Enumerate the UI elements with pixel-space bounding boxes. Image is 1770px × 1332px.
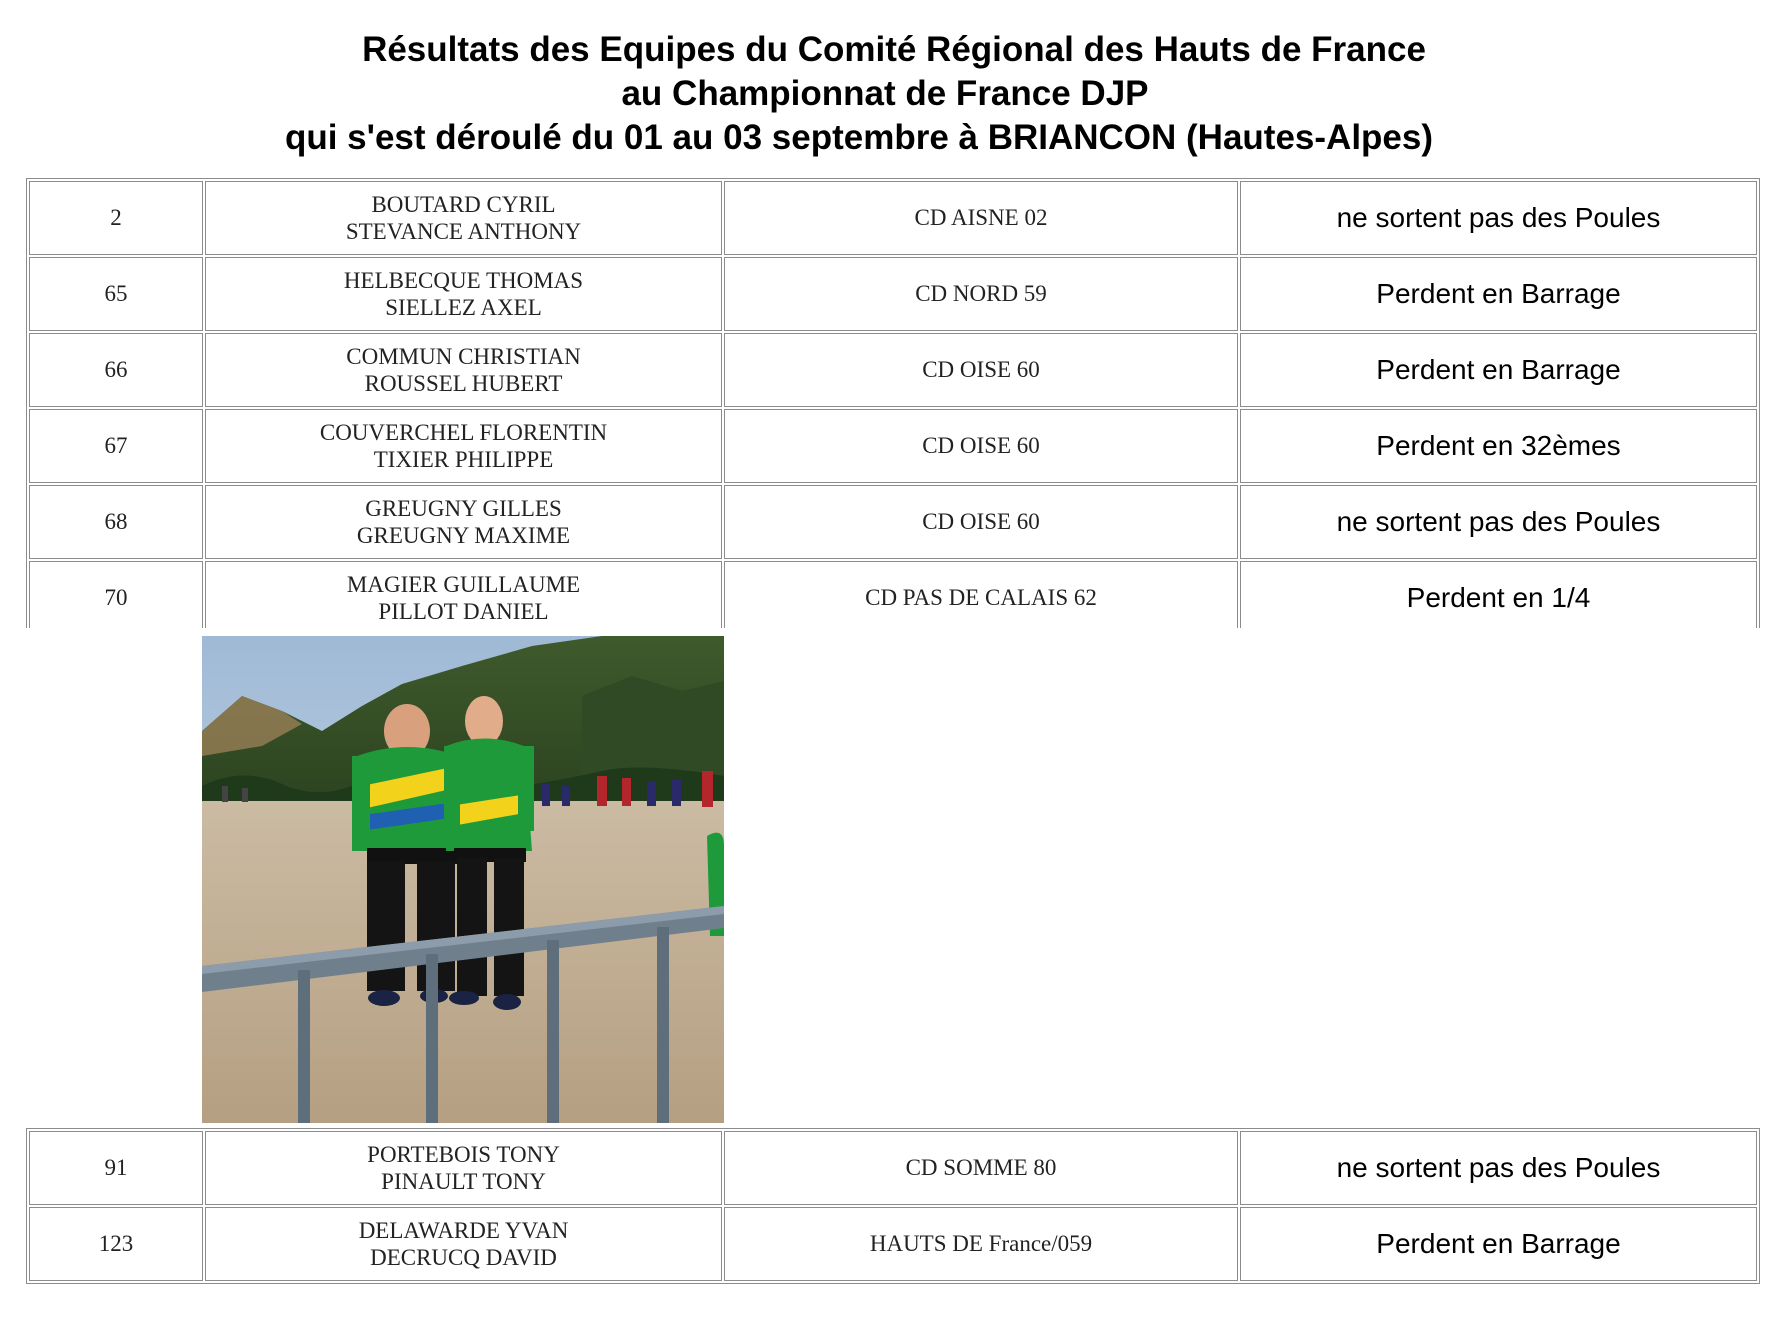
team-committee: CD OISE 60 <box>724 409 1238 483</box>
player-name: TIXIER PHILIPPE <box>373 447 554 472</box>
team-committee: HAUTS DE France/059 <box>724 1207 1238 1281</box>
team-number: 67 <box>29 409 203 483</box>
table-row <box>29 485 1757 559</box>
team-players <box>205 1131 722 1205</box>
team-players <box>205 561 722 635</box>
team-players <box>205 485 722 559</box>
player-name: SIELLEZ AXEL <box>385 295 542 320</box>
player-name: DECRUCQ DAVID <box>370 1245 557 1270</box>
team-result: Perdent en Barrage <box>1240 333 1757 407</box>
player-name: BOUTARD CYRIL <box>371 192 556 217</box>
team-players <box>205 409 722 483</box>
results-table-bottom <box>26 1128 1760 1284</box>
team-result: ne sortent pas des Poules <box>1240 181 1757 255</box>
team-players <box>205 1207 722 1281</box>
team-result: ne sortent pas des Poules <box>1240 1131 1757 1205</box>
team-committee: CD PAS DE CALAIS 62 <box>724 561 1238 635</box>
player-name: COUVERCHEL FLORENTIN <box>319 420 608 445</box>
table-row <box>29 1131 1757 1205</box>
player-name: PILLOT DANIEL <box>378 599 549 624</box>
title-line-2: au Championnat de France DJP <box>621 74 1149 113</box>
player-name: GREUGNY MAXIME <box>356 523 571 548</box>
table-row <box>29 409 1757 483</box>
team-result: Perdent en 32èmes <box>1240 409 1757 483</box>
player-name: COMMUN CHRISTIAN <box>346 344 581 369</box>
team-number: 65 <box>29 257 203 331</box>
player-name: PORTEBOIS TONY <box>367 1142 560 1167</box>
team-committee: CD NORD 59 <box>724 257 1238 331</box>
team-players <box>205 181 722 255</box>
page-title <box>0 28 1770 160</box>
table-row <box>29 561 1757 635</box>
team-committee: CD OISE 60 <box>724 333 1238 407</box>
team-players <box>205 333 722 407</box>
team-number: 66 <box>29 333 203 407</box>
team-number: 123 <box>29 1207 203 1281</box>
table-row <box>29 333 1757 407</box>
player-name: ROUSSEL HUBERT <box>364 371 563 396</box>
team-result: Perdent en Barrage <box>1240 1207 1757 1281</box>
results-table-top <box>26 178 1760 638</box>
team-number: 91 <box>29 1131 203 1205</box>
player-name: GREUGNY GILLES <box>365 496 562 521</box>
team-number: 2 <box>29 181 203 255</box>
team-result: Perdent en Barrage <box>1240 257 1757 331</box>
team-committee: CD AISNE 02 <box>724 181 1238 255</box>
team-number: 68 <box>29 485 203 559</box>
team-players <box>205 257 722 331</box>
player-name: STEVANCE ANTHONY <box>345 219 582 244</box>
team-number: 70 <box>29 561 203 635</box>
player-name: MAGIER GUILLAUME <box>346 572 581 597</box>
table-row <box>29 1207 1757 1281</box>
team-result: Perdent en 1/4 <box>1240 561 1757 635</box>
title-line-3: qui s'est déroulé du 01 au 03 septembre à BRIANCON (Hautes-Alpes) <box>284 118 1434 157</box>
player-name: PINAULT TONY <box>381 1169 546 1194</box>
team-result: ne sortent pas des Poules <box>1240 485 1757 559</box>
team-photo <box>202 636 724 1123</box>
player-name: DELAWARDE YVAN <box>358 1218 569 1243</box>
player-name: HELBECQUE THOMAS <box>343 268 584 293</box>
team-committee: CD OISE 60 <box>724 485 1238 559</box>
title-line-1: Résultats des Equipes du Comité Régional des Hauts de France <box>362 30 1426 69</box>
table-row <box>29 257 1757 331</box>
table-row <box>29 181 1757 255</box>
team-committee: CD SOMME 80 <box>724 1131 1238 1205</box>
